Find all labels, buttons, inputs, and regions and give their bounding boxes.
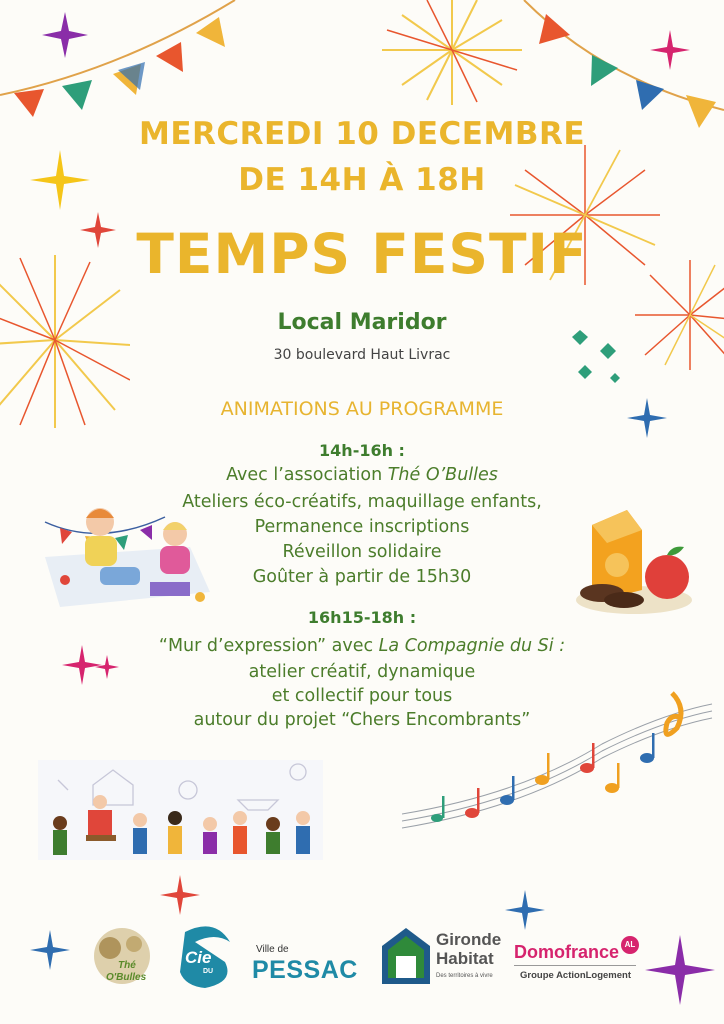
pessac-small-text: Ville de (256, 944, 289, 955)
logo-the-obulles (88, 926, 156, 992)
pessac-text: PESSAC (252, 956, 358, 984)
firework-top (372, 0, 532, 110)
sparkle-icon (30, 930, 70, 970)
session1-line1-prefix: Avec l’association (226, 465, 388, 485)
the-obulles-text-1: Thé (118, 960, 136, 971)
session1-line5: Goûter à partir de 15h30 (252, 567, 472, 587)
cie-du-si-small-text: DU (203, 968, 214, 975)
sparkle-icon (40, 10, 90, 60)
venue-address: 30 boulevard Haut Livrac (273, 347, 451, 363)
session1-line4: Réveillon solidaire (282, 542, 442, 562)
logo-domofrance (514, 942, 644, 986)
domofrance-al-badge: AL (621, 936, 639, 954)
domofrance-text: Domofrance (514, 942, 620, 962)
cie-du-si-text: Cie (185, 948, 212, 967)
logo-cie-du-si (175, 922, 239, 990)
date-line-2: DE 14H À 18H (238, 162, 486, 198)
session2-line4: autour du projet “Chers Encombrants” (193, 710, 531, 730)
session1-line1-italic: Thé O’Bulles (387, 465, 498, 485)
session2-line3: et collectif pour tous (271, 686, 453, 706)
logo-gironde-habitat (382, 928, 502, 988)
session1-line3: Permanence inscriptions (254, 517, 470, 537)
gironde-text-1: Gironde (436, 930, 502, 949)
kids-painting-illustration (38, 760, 323, 870)
session1-line1 (0, 465, 724, 485)
domofrance-divider (514, 965, 636, 966)
domofrance-group-text: Groupe ActionLogement (520, 970, 632, 981)
sparkle-icon (505, 890, 545, 930)
sparkle-icon (160, 875, 200, 915)
sparkle-icon (650, 30, 690, 70)
logo-pessac (252, 944, 372, 988)
gironde-text-2: Habitat (436, 949, 494, 968)
session1-line2: Ateliers éco-créatifs, maquillage enfants, (182, 492, 542, 512)
gironde-tagline: Des territoires à vivre (436, 973, 493, 979)
sparkle-icon (645, 935, 715, 1005)
date-line-1: MERCREDI 10 DECEMBRE (138, 116, 586, 152)
page-title: TEMPS FESTIF (136, 222, 588, 286)
session2-line1 (0, 636, 724, 656)
the-obulles-text-2: O'Bulles (106, 972, 147, 983)
session2-time: 16h15-18h : (307, 608, 417, 627)
bunting-left (0, 0, 260, 130)
gironde-habitat-logo-mark (382, 928, 430, 984)
session1-time: 14h-16h : (319, 441, 405, 460)
music-notes-illustration (402, 688, 722, 838)
kids-crafting-illustration (40, 492, 215, 622)
session2-line2: atelier créatif, dynamique (248, 662, 476, 682)
programme-heading: ANIMATIONS AU PROGRAMME (220, 398, 504, 420)
session2-line1-italic: La Compagnie du Si : (378, 636, 566, 656)
venue-name: Local Maridor (277, 310, 447, 335)
session2-line1-prefix: “Mur d’expression” avec (158, 636, 379, 656)
snack-illustration (572, 505, 697, 620)
